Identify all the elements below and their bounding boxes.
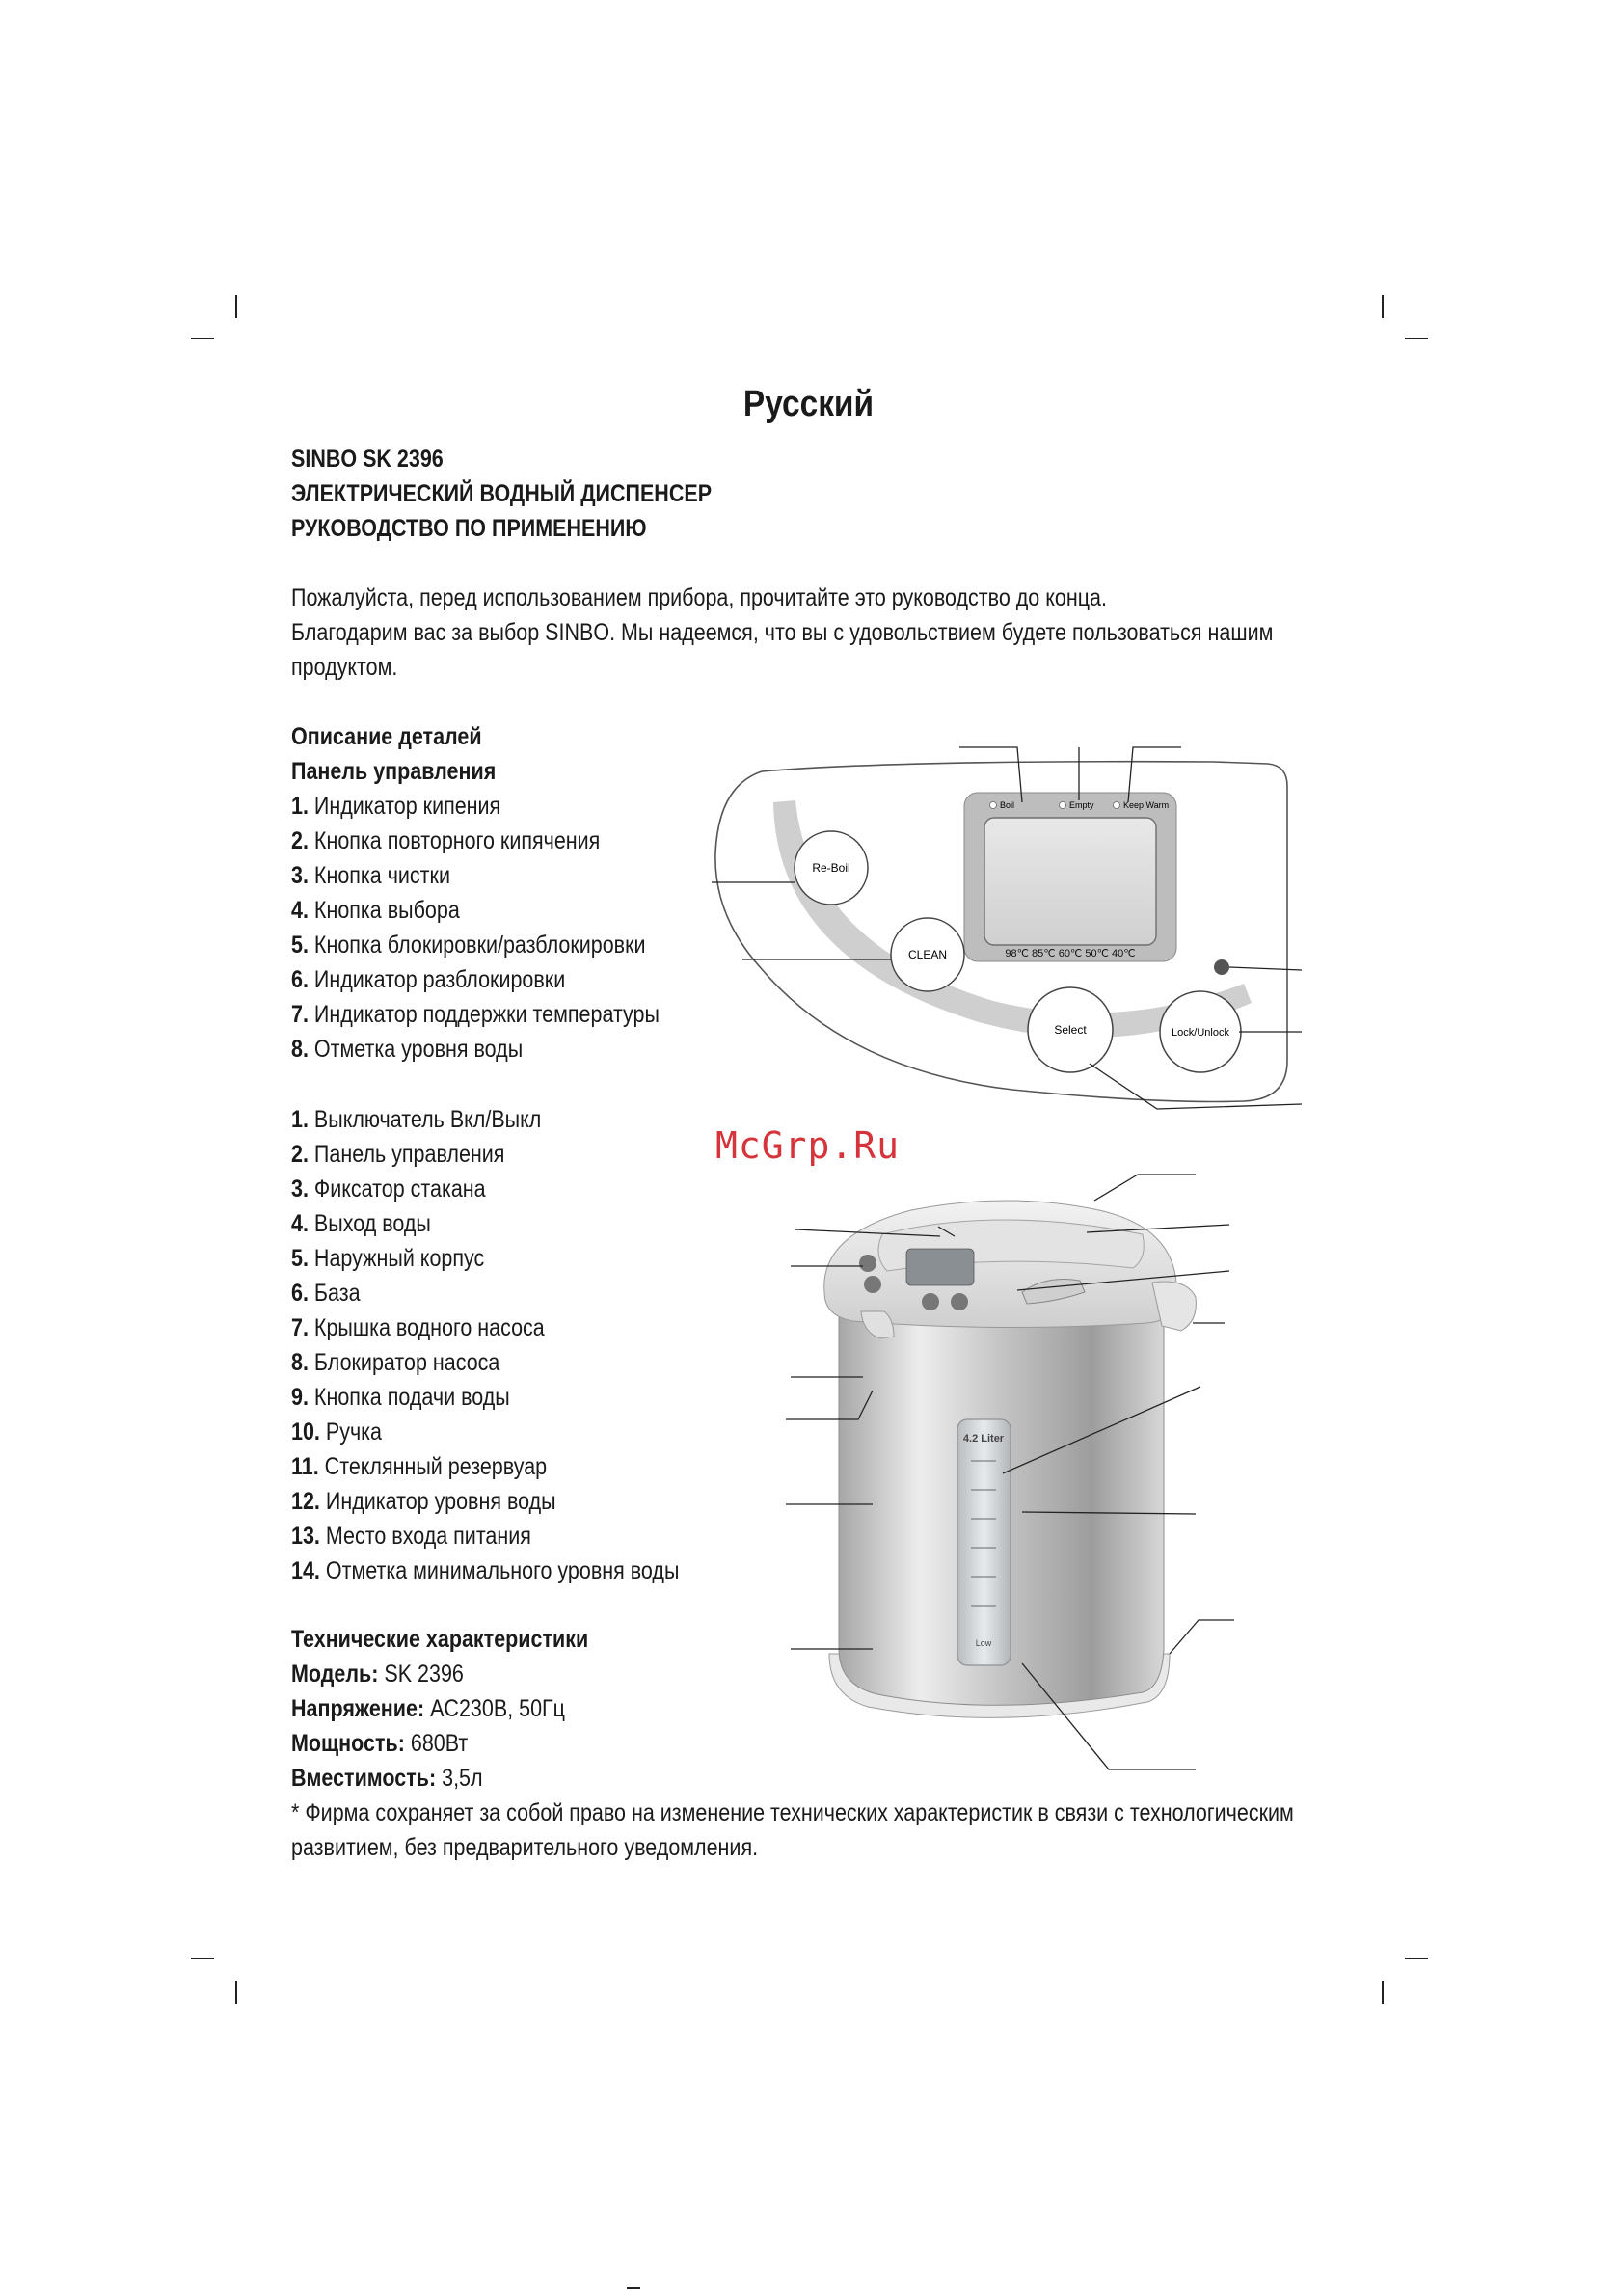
indicator-boil-label: Boil — [1000, 800, 1015, 810]
unlock-indicator-icon — [1214, 959, 1229, 975]
list-item: 5. Кнопка блокировки/разблокировки — [291, 932, 646, 959]
list-item: 4. Кнопка выбора — [291, 897, 460, 924]
list-item: 11. Стеклянный резервуар — [291, 1453, 548, 1480]
list-item: 2. Кнопка повторного кипячения — [291, 827, 601, 854]
list-item: 3. Фиксатор стакана — [291, 1175, 486, 1202]
list-item: 10. Ручка — [291, 1418, 383, 1445]
specs-note-line: развитием, без предварительного уведомления. — [291, 1834, 759, 1861]
spec-row: Модель: SK 2396 — [291, 1661, 464, 1688]
list-item: 1. Выключатель Вкл/Выкл — [291, 1106, 542, 1133]
crop-mark — [235, 295, 237, 318]
indicator-keep-warm-label: Keep Warm — [1123, 800, 1170, 810]
spec-row: Напряжение: AC230B, 50Гц — [291, 1695, 565, 1722]
glass-window — [957, 1419, 1011, 1665]
list-item: 1. Индикатор кипения — [291, 793, 501, 820]
svg-text:Lock/Unlock: Lock/Unlock — [1172, 1027, 1229, 1039]
clean-button[interactable] — [891, 918, 964, 991]
device-parts-list — [291, 1102, 742, 1588]
crop-mark — [1405, 1958, 1428, 1959]
panel-heading: Панель управления — [291, 758, 497, 785]
capacity-label: 4.2 Liter — [962, 1433, 1005, 1445]
crop-mark — [627, 2287, 640, 2289]
list-item: 4. Выход воды — [291, 1210, 431, 1237]
crop-mark — [1405, 338, 1428, 339]
low-level-label: Low — [975, 1638, 992, 1648]
list-item: 8. Отметка уровня воды — [291, 1036, 524, 1063]
control-panel-diagram — [704, 743, 1311, 1114]
parts-heading: Описание деталей — [291, 723, 482, 750]
mini-display — [906, 1249, 974, 1285]
svg-text:Select: Select — [1054, 1023, 1087, 1037]
mini-button — [951, 1293, 968, 1310]
product-line: ЭЛЕКТРИЧЕСКИЙ ВОДНЫЙ ДИСПЕНСЕР — [291, 480, 713, 507]
crop-mark — [1382, 295, 1384, 318]
indicator-empty-label: Empty — [1069, 800, 1094, 810]
svg-text:Re-Boil: Re-Boil — [812, 861, 850, 875]
page-title: Русский — [742, 384, 875, 424]
list-item: 6. Индикатор разблокировки — [291, 966, 566, 993]
keep-warm-indicator-icon — [1114, 802, 1120, 809]
crop-mark — [235, 1981, 237, 2004]
crop-mark — [191, 338, 214, 339]
model-line: SINBO SK 2396 — [291, 446, 444, 473]
list-item: 9. Кнопка подачи воды — [291, 1384, 510, 1411]
list-item: 14. Отметка минимального уровня воды — [291, 1557, 680, 1584]
list-item: 7. Индикатор поддержки температуры — [291, 1001, 660, 1028]
temperature-scale: 98℃ 85℃ 60℃ 50℃ 40℃ — [1005, 948, 1136, 959]
mini-button — [922, 1293, 939, 1310]
specs-note-line: * Фирма сохраняет за собой право на изменение технических характеристик в связи с технологическим — [291, 1799, 1294, 1826]
empty-indicator-icon — [1060, 802, 1066, 809]
mini-button — [864, 1276, 881, 1293]
lock-unlock-button[interactable] — [1160, 991, 1241, 1072]
water-dispenser-diagram — [767, 1167, 1249, 1779]
select-button[interactable] — [1028, 987, 1113, 1072]
panel-parts-list — [291, 789, 719, 1067]
spec-row: Мощность: 680Вт — [291, 1730, 469, 1757]
list-item: 2. Панель управления — [291, 1141, 505, 1168]
crop-mark — [191, 1958, 214, 1959]
intro-line: Благодарим вас за выбор SINBO. Мы надеемся, что вы с удовольствием будете пользоваться нашим — [291, 619, 1274, 646]
specs-heading: Технические характеристики — [291, 1626, 589, 1653]
lcd-window — [984, 818, 1156, 945]
list-item: 12. Индикатор уровня воды — [291, 1488, 556, 1515]
boil-indicator-icon — [990, 802, 997, 809]
list-item: 3. Кнопка чистки — [291, 862, 450, 889]
crop-mark — [1382, 1981, 1384, 2004]
mini-button — [859, 1255, 876, 1272]
list-item: 6. База — [291, 1280, 361, 1307]
intro-line: Пожалуйста, перед использованием прибора, прочитайте это руководство до конца. — [291, 584, 1107, 611]
list-item: 8. Блокиратор насоса — [291, 1349, 500, 1376]
list-item: 13. Место входа питания — [291, 1523, 531, 1550]
manual-line: РУКОВОДСТВО ПО ПРИМЕНЕНИЮ — [291, 515, 647, 542]
list-item: 5. Наружный корпус — [291, 1245, 485, 1272]
watermark: McGrp.Ru — [715, 1124, 901, 1167]
spec-row: Вместимость: 3,5л — [291, 1765, 483, 1792]
reboil-button[interactable] — [795, 831, 868, 905]
svg-text:CLEAN: CLEAN — [907, 948, 948, 961]
intro-line: продуктом. — [291, 654, 398, 681]
list-item: 7. Крышка водного насоса — [291, 1314, 545, 1341]
